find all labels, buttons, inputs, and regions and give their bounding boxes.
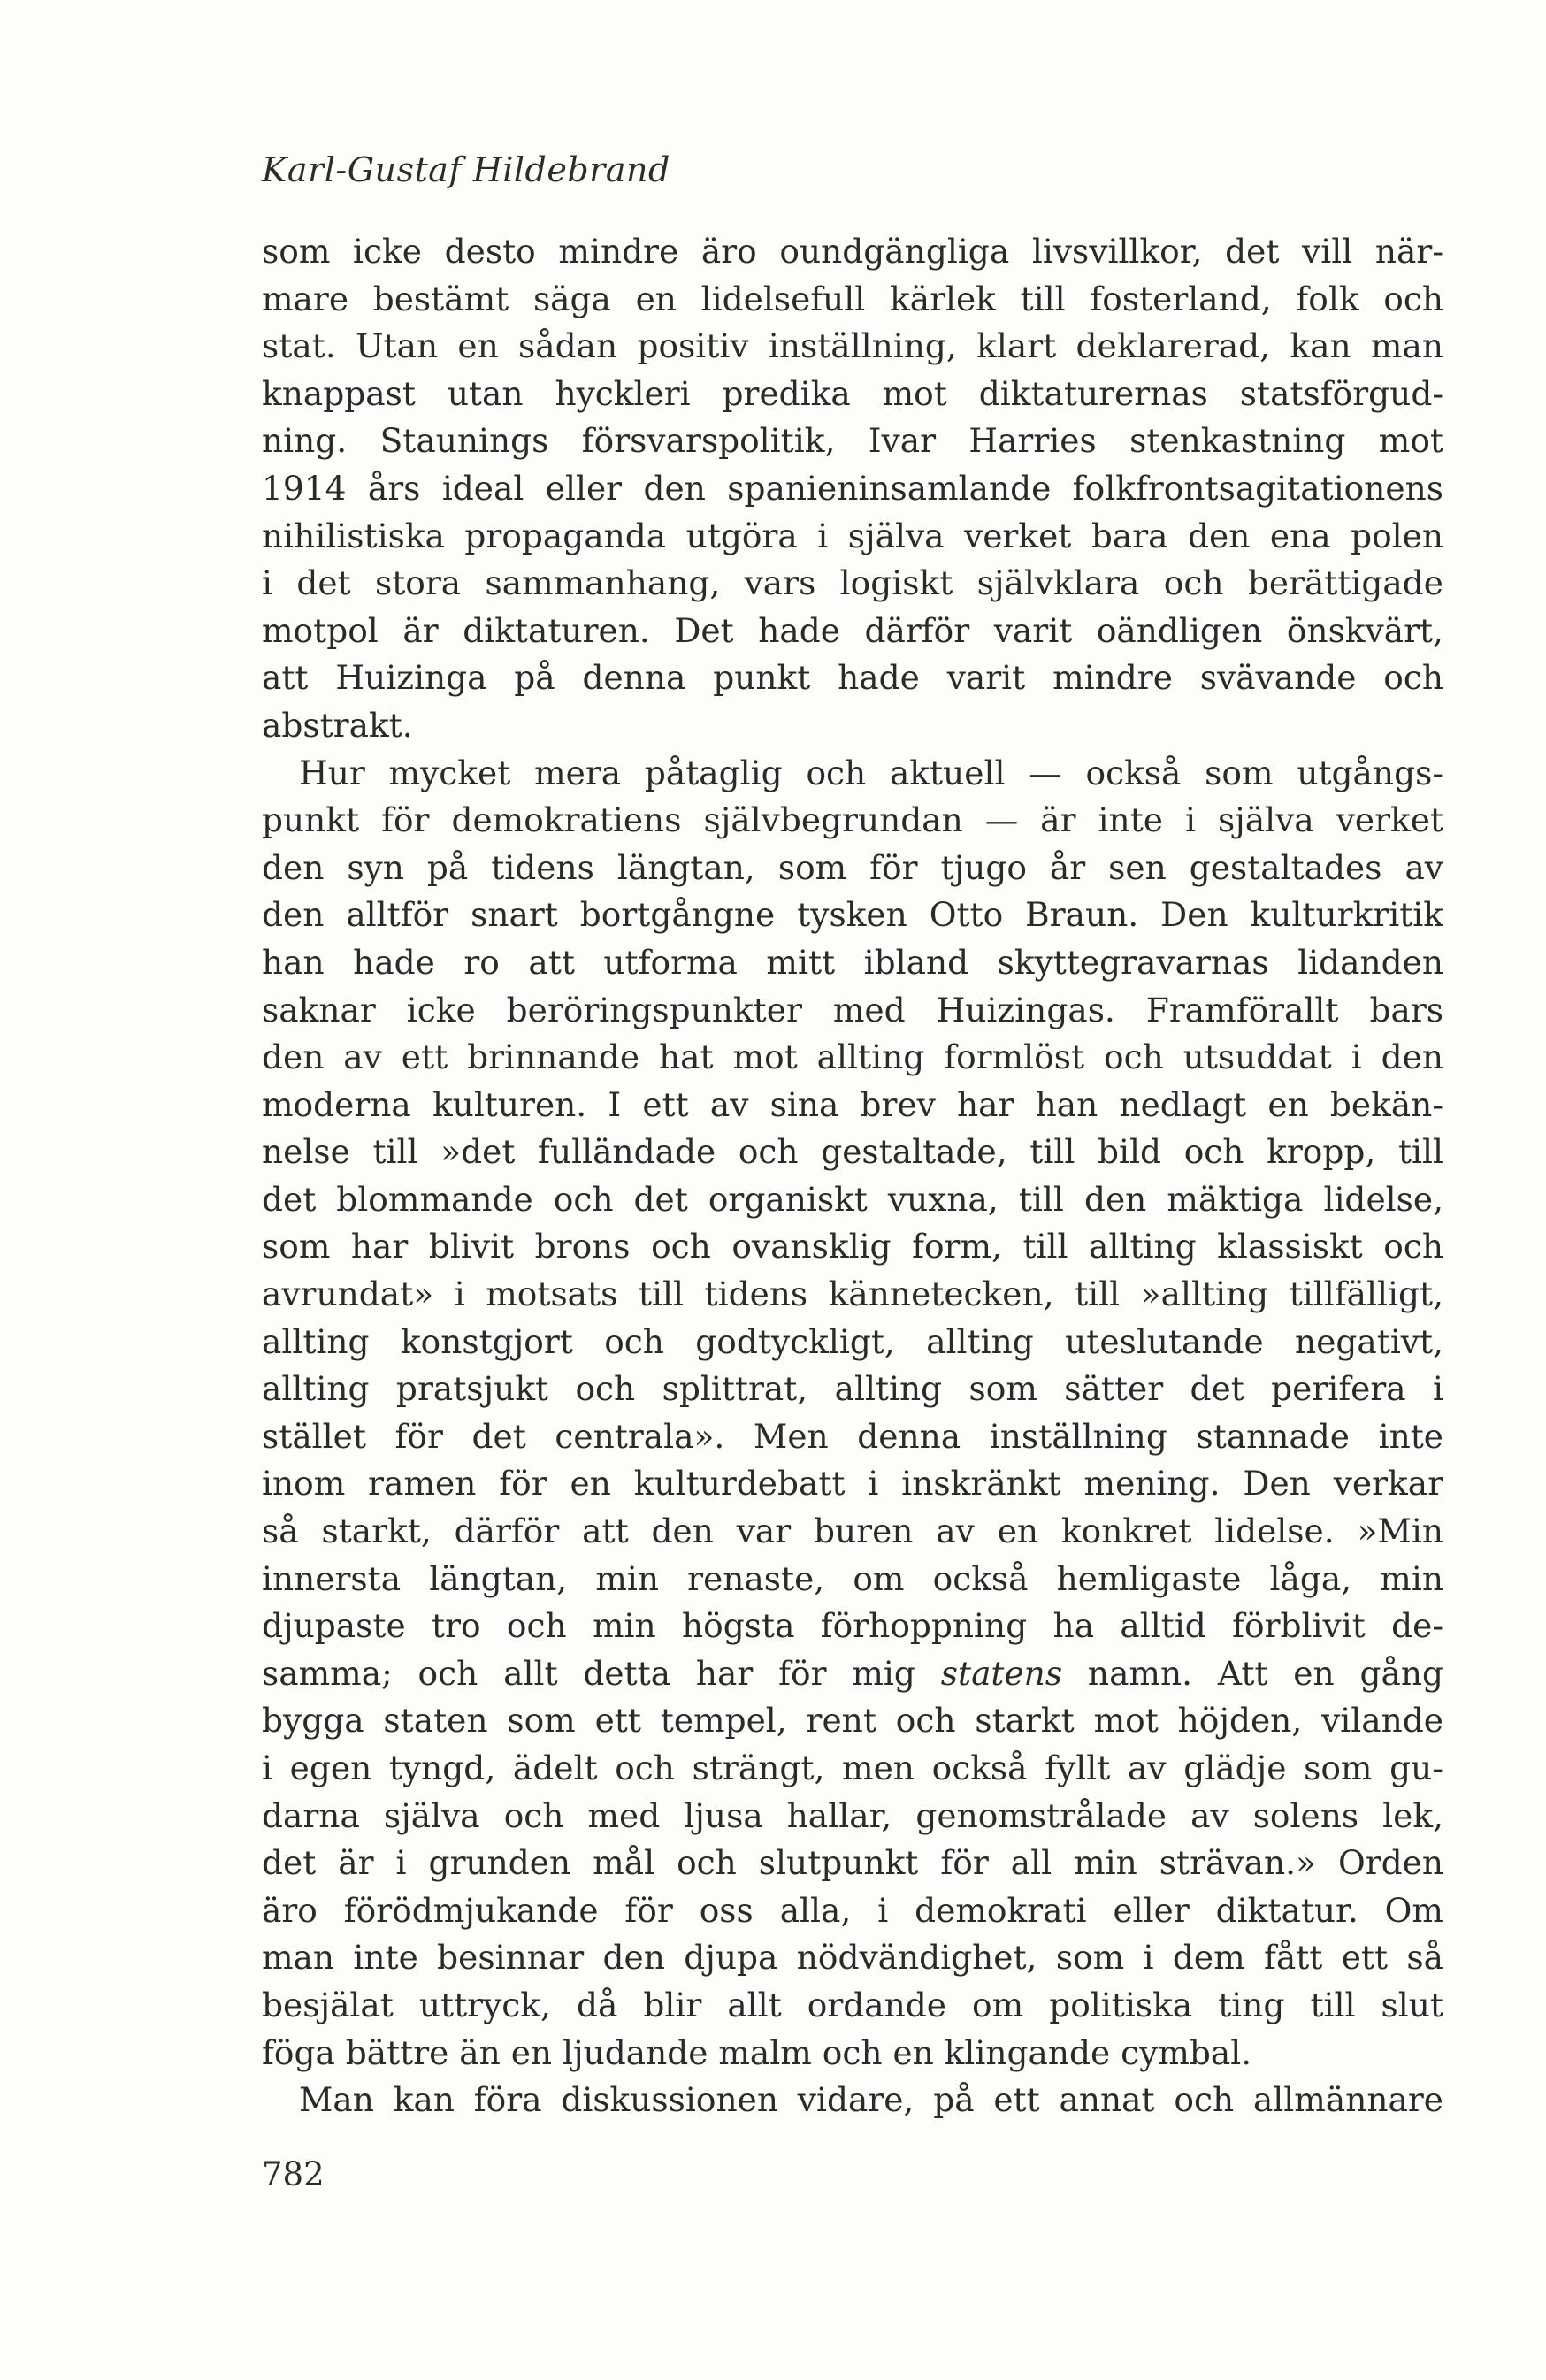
text-line: nelse till »det fulländade och gestaltade, till bild och kropp, till (262, 1132, 1443, 1172)
paragraph-end-line: föga bättre än en ljudande malm och en klingande cymbal. (262, 2032, 1252, 2072)
text-line: knappast utan hyckleri predika mot diktaturernas statsförgud- (262, 373, 1443, 413)
paragraph-end-line: abstrakt. (262, 705, 413, 745)
text-line: den alltför snart bortgångne tysken Otto Braun. Den kulturkritik (262, 895, 1443, 935)
text-line: ning. Staunings försvarspolitik, Ivar Harries stenkastning mot (262, 421, 1443, 461)
text-line: man inte besinnar den djupa nödvändighet, som i dem fått ett så (262, 1938, 1443, 1978)
text-line: allting konstgjort och godtyckligt, allting uteslutande negativt, (262, 1321, 1443, 1361)
paragraph-first-line: Hur mycket mera påtaglig och aktuell — också som utgångs- (299, 753, 1443, 792)
text-line: inom ramen för en kulturdebatt i inskränkt mening. Den verkar (262, 1464, 1443, 1504)
text-line: 1914 års ideal eller den spanieninsamlande folkfrontsagitationens (262, 468, 1443, 508)
text-line: darna själva och med ljusa hallar, genomstrålade av solens lek, (262, 1795, 1443, 1835)
text-line: innersta längtan, min renaste, om också hemligaste låga, min (262, 1558, 1443, 1598)
text-line: stället för det centrala». Men denna inställning stannade inte (262, 1416, 1443, 1456)
text-line: moderna kulturen. I ett av sina brev har han nedlagt en bekän- (262, 1084, 1443, 1124)
text-line: i egen tyngd, ädelt och strängt, men också fyllt av glädje som gu- (262, 1749, 1443, 1787)
body-text (262, 228, 1443, 2124)
text-line: besjälat uttryck, då blir allt ordande om politiska ting till slut (262, 1985, 1443, 2024)
text-line: i det stora sammanhang, vars logiskt självklara och berättigade (262, 563, 1443, 603)
text-line: motpol är diktaturen. Det hade därför varit oändligen önskvärt, (262, 610, 1443, 650)
text-line: så starkt, därför att den var buren av en konkret lidelse. »Min (262, 1511, 1443, 1551)
text-line: mare bestämt säga en lidelsefull kärlek till fosterland, folk och (262, 279, 1443, 318)
text-line: saknar icke beröringspunkter med Huizingas. Framförallt bars (262, 990, 1443, 1029)
text-line: bygga staten som ett tempel, rent och starkt mot höjden, vilande (262, 1701, 1443, 1741)
text-line-with-italic (262, 1650, 1443, 1698)
text-line: som har blivit brons och ovansklig form, till allting klassiskt och (262, 1227, 1443, 1267)
text-line: stat. Utan en sådan positiv inställning, klart deklarerad, kan man (262, 326, 1443, 366)
italic-word: statens (940, 1653, 1063, 1693)
text-line: djupaste tro och min högsta förhoppning ha alltid förblivit de- (262, 1606, 1443, 1646)
text-line: att Huizinga på denna punkt hade varit mindre svävande och (262, 658, 1443, 698)
text-line: äro förödmjukande för oss alla, i demokrati eller diktatur. Om (262, 1890, 1443, 1930)
running-head: Karl-Gustaf Hildebrand (262, 150, 670, 189)
text-line: det blommande och det organiskt vuxna, till den mäktiga lidelse, (262, 1179, 1443, 1219)
text-line: allting pratsjukt och splittrat, allting som sätter det perifera i (262, 1369, 1443, 1409)
text-line: som icke desto mindre äro oundgängliga livsvillkor, det vill när- (262, 232, 1443, 271)
text-line: avrundat» i motsats till tidens kännetecken, till »allting tillfälligt, (262, 1274, 1443, 1314)
text-line: nihilistiska propaganda utgöra i själva verket bara den ena polen (262, 516, 1443, 555)
text-line: han hade ro att utforma mitt ibland skyttegravarnas lidanden (262, 942, 1443, 982)
paragraph-first-line: Man kan föra diskussionen vidare, på ett annat och allmännare (299, 2080, 1443, 2120)
text-line: den syn på tidens längtan, som för tjugo år sen gestaltades av (262, 847, 1443, 887)
text-line: punkt för demokratiens självbegrundan — är inte i själva verket (262, 800, 1443, 840)
text-line: den av ett brinnande hat mot allting formlöst och utsuddat i den (262, 1037, 1443, 1077)
text-segment: samma; och allt detta har för mig (262, 1653, 941, 1693)
text-line: det är i grunden mål och slutpunkt för all min strävan.» Orden (262, 1843, 1443, 1883)
text-segment: namn. Att en gång (1062, 1653, 1443, 1693)
page-number: 782 (262, 2155, 325, 2193)
